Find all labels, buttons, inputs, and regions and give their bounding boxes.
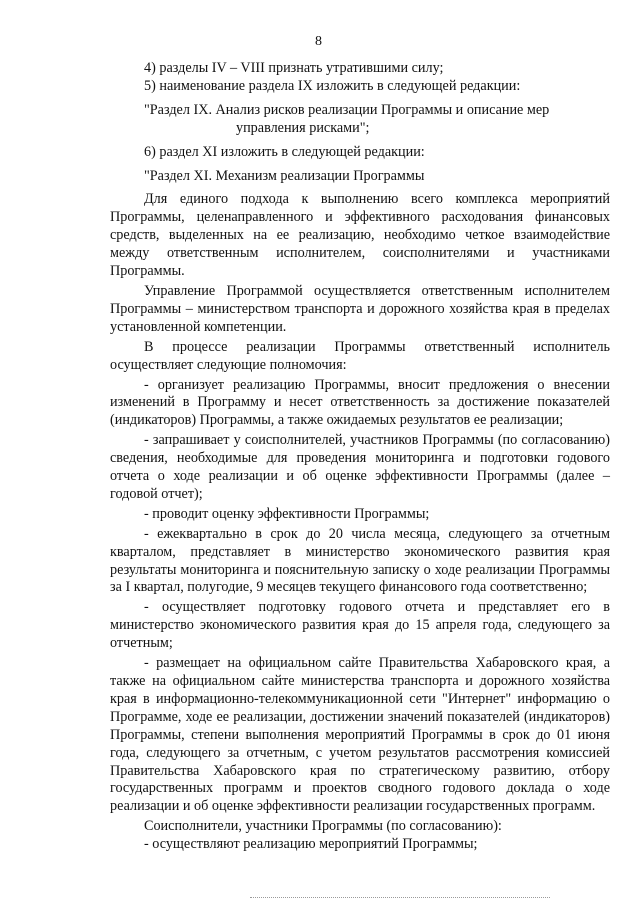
item-5: 5) наименование раздела IX изложить в следующей редакции: [144,77,521,94]
list-item-organizes: - организует реализацию Программы, вносит предложения о внесении изменений в Программу и несет ответственность за достижение показателей (индикаторов) Программы, а также ожидаемых результатов ее реализации; [110,376,610,429]
list-item-requests: - запрашивает у соисполнителей, участников Программы (по согласованию) сведения, необходимые для проведения мониторинга и подготовки годового отчета о ходе реализации и об оценке эффективности Программы (далее – годовой отчет); [110,432,610,502]
list-item-implement: - осуществляют реализацию мероприятий Программы; [144,836,478,853]
list-item-quarterly: - ежеквартально в срок до 20 числа месяца, следующего за отчетным кварталом, представляет в министерство экономического развития края результаты мониторинга и пояснительную записку о ходе реализации Программы за I квартал, полугодие, 9 месяцев текущего финансового года соответственно; [110,525,610,596]
list-item-annual-report: - осуществляет подготовку годового отчета и представляет его в министерство экономического развития края до 15 апреля года, следующего за отчетным; [110,599,610,652]
paragraph-approach: Для единого подхода к выполнению всего комплекса мероприятий Программы, целенаправленного и эффективного расходования финансовых средств, выделенных на ее реализацию, необходимо четкое взаимодействие между ответственным исполнителем, соисполнителями и участниками Программы. [110,191,610,280]
section-ix-title-line1: "Раздел IX. Анализ рисков реализации Программы и описание мер [144,101,550,118]
list-item-evaluates: - проводит оценку эффективности Программы; [144,505,430,522]
document-body [110,60,610,854]
scan-edge-artifact [250,897,550,900]
list-item-publishes: - размещает на официальном сайте Правительства Хабаровского края, а также на официальном сайте министерства транспорта и дорожного хозяйства края в информационно-телекоммуникационной сети "Интернет" информацию о Программе, ходе ее реализации, достижении значений показателей (индикаторов) Программы, степени выполнения мероприятий Программы в срок до 01 июня года, следующего за отчетным, с учетом результатов рассмотрения комиссией Правительства Хабаровского края по стратегическому развитию, отбору государственных программ и проектов сводного годового доклада о ходе реализации и об оценке эффективности реализации государственных программ. [110,655,610,815]
item-4: 4) разделы IV – VIII признать утратившими силу; [144,60,444,76]
paragraph-co-executors: Соисполнители, участники Программы (по согласованию): [144,818,502,835]
page-number: 8 [315,34,322,49]
section-xi-title: "Раздел XI. Механизм реализации Программы [144,167,425,184]
section-ix-title-line2: управления рисками"; [236,119,370,136]
item-6: 6) раздел XI изложить в следующей редакции: [144,143,425,160]
paragraph-management: Управление Программой осуществляется ответственным исполнителем Программы – министерством транспорта и дорожного хозяйства края в пределах установленной компетенции. [110,282,610,335]
paragraph-powers-intro: В процессе реализации Программы ответственный исполнитель осуществляет следующие полномочия: [110,338,610,373]
